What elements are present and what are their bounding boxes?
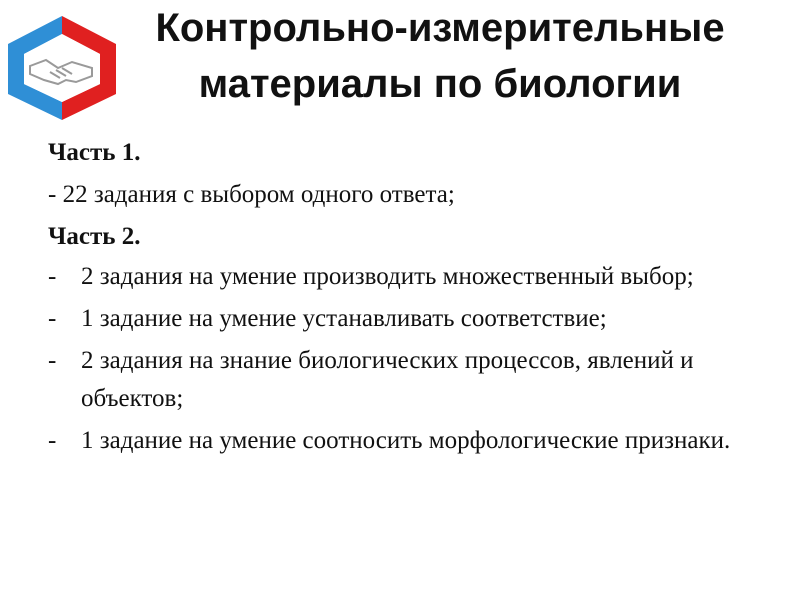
title-line-1: Контрольно-измерительные: [155, 6, 725, 50]
list-item: [48, 422, 768, 460]
list-item-text: 2 задания на умение производить множественный выбор;: [81, 263, 694, 290]
list-item: [48, 258, 768, 296]
part1-item: - 22 задания с выбором одного ответа;: [48, 181, 455, 208]
list-item-text: 1 задание на умение устанавливать соответствие;: [81, 305, 607, 332]
bullet-dash: -: [48, 263, 57, 290]
bullet-dash: -: [48, 305, 57, 332]
content-body: [48, 132, 768, 464]
list-item-text: 2 задания на знание биологических процессов, явлений и объектов;: [81, 347, 694, 412]
page-title: [90, 0, 790, 112]
title-line-2: материалы по биологии: [198, 62, 682, 106]
part2-heading: Часть 2.: [48, 223, 141, 250]
part1-heading: Часть 1.: [48, 139, 141, 166]
bullet-dash: -: [48, 427, 57, 454]
bullet-dash: -: [48, 347, 57, 374]
list-item: [48, 300, 768, 338]
list-item: [48, 342, 768, 418]
list-item-text: 1 задание на умение соотносить морфологические признаки.: [81, 427, 731, 454]
